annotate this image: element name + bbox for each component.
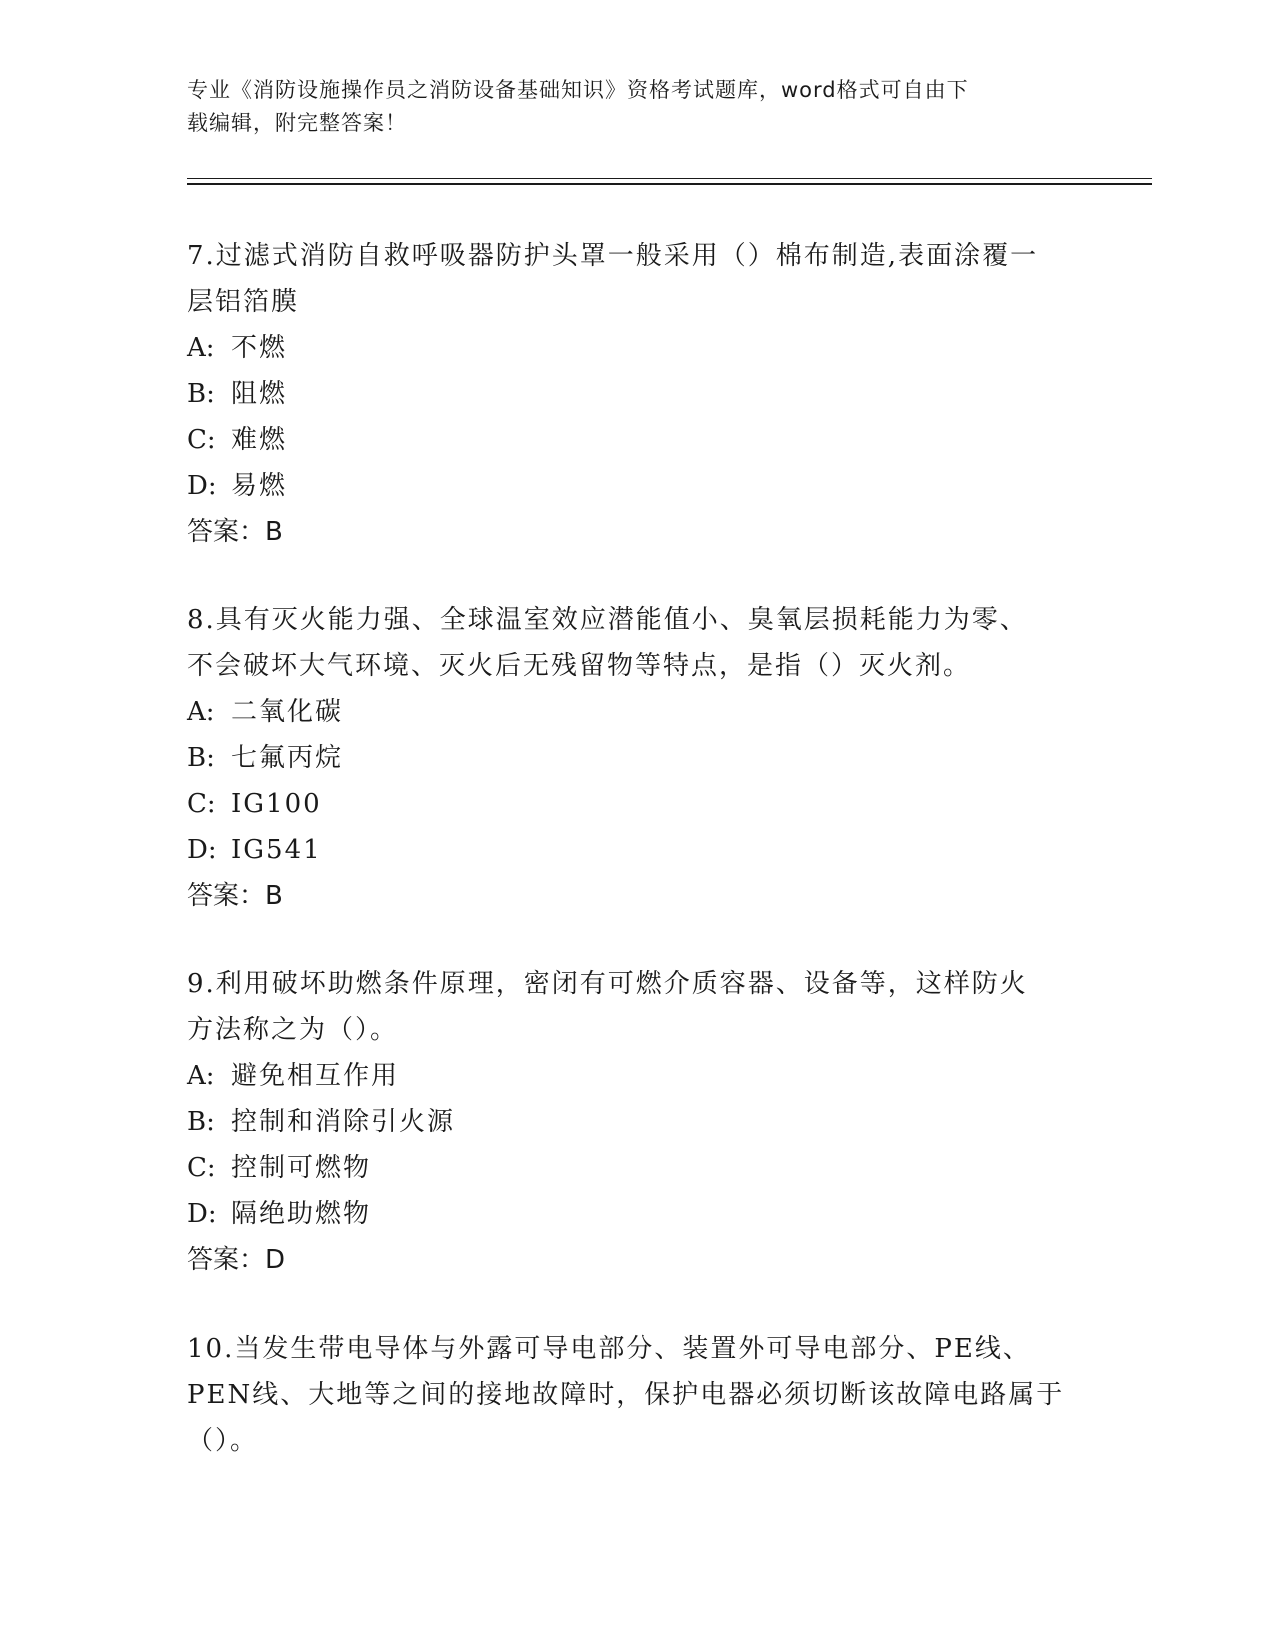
option-b xyxy=(187,371,1087,417)
stem-line: （）。 xyxy=(187,1426,259,1456)
option-text: 控制和消除引火源 xyxy=(231,1107,456,1137)
question-7 xyxy=(187,233,1087,555)
option-a xyxy=(187,689,1087,735)
option-letter: A: xyxy=(187,1061,215,1091)
document-header xyxy=(187,74,1087,140)
option-text: IG541 xyxy=(231,835,322,865)
option-text: 阻燃 xyxy=(231,379,288,409)
question-stem xyxy=(187,597,1087,689)
option-a xyxy=(187,325,1087,371)
option-d xyxy=(187,827,1087,873)
option-letter: B: xyxy=(187,379,215,409)
option-letter: D: xyxy=(187,471,217,501)
stem-line: 9.利用破坏助燃条件原理，密闭有可燃介质容器、设备等，这样防火 xyxy=(187,969,1028,999)
stem-line: 7.过滤式消防自救呼吸器防护头罩一般采用（）棉布制造,表面涂覆一 xyxy=(187,241,1039,271)
option-text: 二氧化碳 xyxy=(231,697,344,727)
option-text: 不燃 xyxy=(231,333,288,363)
stem-line: 8.具有灭火能力强、全球温室效应潜能值小、臭氧层损耗能力为零、 xyxy=(187,605,1028,635)
option-text: 难燃 xyxy=(231,425,288,455)
header-rule-thin xyxy=(187,178,1152,179)
option-letter: A: xyxy=(187,697,215,727)
question-stem xyxy=(187,961,1087,1053)
option-letter: D: xyxy=(187,835,217,865)
option-text: 隔绝助燃物 xyxy=(231,1199,372,1229)
option-a xyxy=(187,1053,1087,1099)
option-c xyxy=(187,417,1087,463)
option-letter: C: xyxy=(187,789,216,819)
option-text: IG100 xyxy=(231,789,322,819)
question-stem xyxy=(187,1326,1087,1464)
option-letter: C: xyxy=(187,1153,216,1183)
question-8 xyxy=(187,597,1087,919)
option-text: 避免相互作用 xyxy=(231,1061,400,1091)
option-text: 七氟丙烷 xyxy=(231,743,344,773)
option-letter: A: xyxy=(187,333,215,363)
option-d xyxy=(187,463,1087,509)
question-stem xyxy=(187,233,1087,325)
option-letter: D: xyxy=(187,1199,217,1229)
stem-line: 方法称之为（）。 xyxy=(187,1015,399,1045)
option-c xyxy=(187,781,1087,827)
stem-line: 10.当发生带电导体与外露可导电部分、装置外可导电部分、PE线、 xyxy=(187,1334,1031,1364)
option-letter: C: xyxy=(187,425,216,455)
option-d xyxy=(187,1191,1087,1237)
stem-line: 不会破坏大气环境、灭火后无残留物等特点，是指（）灭火剂。 xyxy=(187,651,972,681)
question-9 xyxy=(187,961,1087,1283)
answer: 答案：B xyxy=(187,881,283,911)
header-line-2: 载编辑，附完整答案！ xyxy=(187,111,407,135)
option-b xyxy=(187,735,1087,781)
option-letter: B: xyxy=(187,743,215,773)
stem-line: 层铝箔膜 xyxy=(187,287,300,317)
header-rule-thick xyxy=(187,183,1152,185)
option-c xyxy=(187,1145,1087,1191)
stem-line: PEN线、大地等之间的接地故障时，保护电器必须切断该故障电路属于 xyxy=(187,1380,1065,1410)
option-text: 控制可燃物 xyxy=(231,1153,372,1183)
option-text: 易燃 xyxy=(231,471,288,501)
option-letter: B: xyxy=(187,1107,215,1137)
header-line-1: 专业《消防设施操作员之消防设备基础知识》资格考试题库，word格式可自由下 xyxy=(187,78,969,102)
option-b xyxy=(187,1099,1087,1145)
question-10 xyxy=(187,1326,1087,1464)
answer: 答案：D xyxy=(187,1245,286,1275)
answer: 答案：B xyxy=(187,517,283,547)
